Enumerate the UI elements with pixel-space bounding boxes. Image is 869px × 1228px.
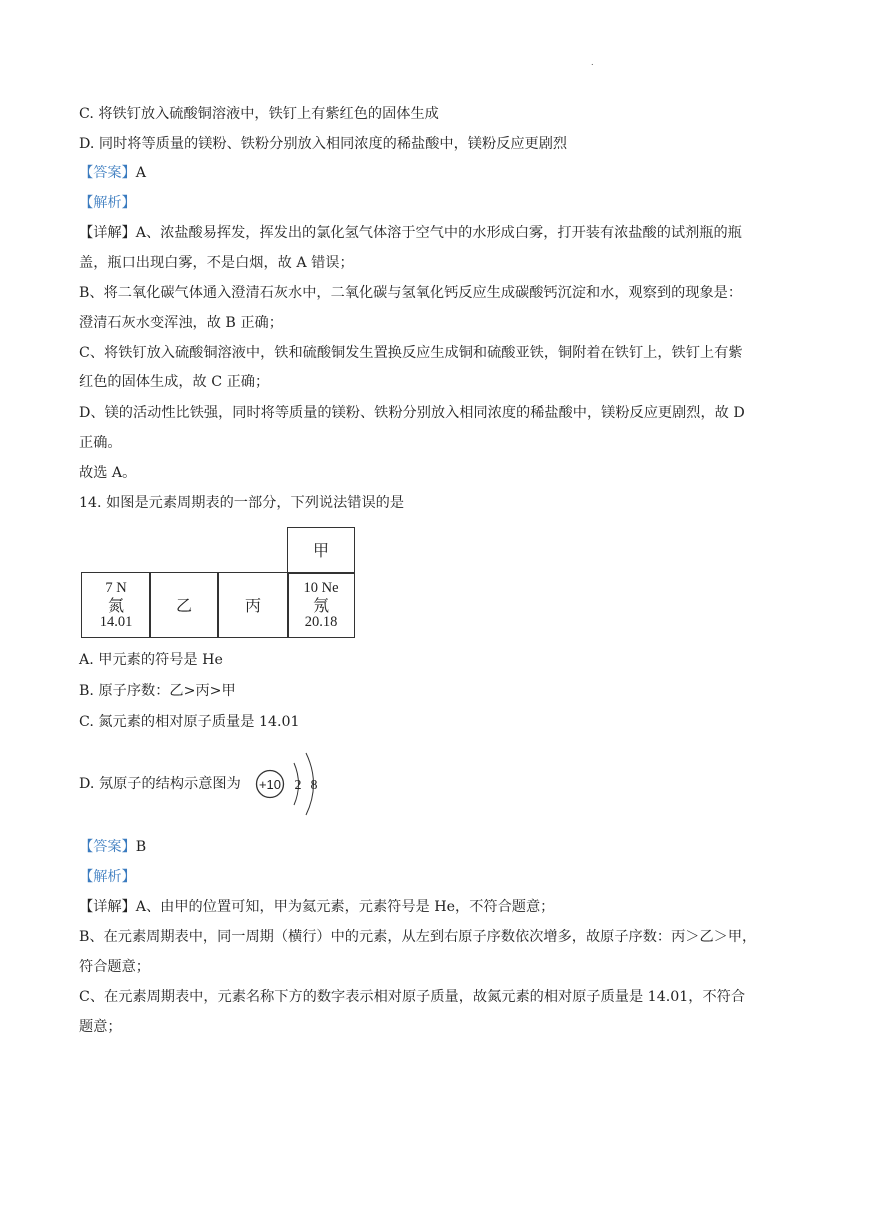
detail-line: 【详解】A、由甲的位置可知，甲为氦元素，元素符号是 He，不符合题意； xyxy=(79,899,555,915)
cell-jia: 甲 xyxy=(287,527,355,574)
option-d-row xyxy=(79,745,339,825)
shell-1-count: 2 xyxy=(294,778,302,793)
detail-line: 盖，瓶口出现白雾，不是白烟，故 A 错误； xyxy=(79,255,354,271)
cell-nitrogen xyxy=(81,572,151,638)
analysis-tag-14: 【解析】 xyxy=(79,869,136,885)
detail-line: 题意； xyxy=(79,1019,122,1035)
option-a: A. 甲元素的符号是 He xyxy=(79,652,223,668)
detail-line: 澄清石灰水变浑浊，故 B 正确； xyxy=(79,315,283,331)
option-b: B. 原子序数：乙>丙>甲 xyxy=(79,683,236,699)
neon-number-symbol: 10 Ne xyxy=(303,579,339,596)
option-d-line: D. 同时将等质量的镁粉、铁粉分别放入相同浓度的稀盐酸中，镁粉反应更剧烈 xyxy=(79,136,568,152)
corner-mark: . xyxy=(591,58,594,67)
cell-bing: 丙 xyxy=(217,572,289,638)
nucleus-charge: +10 xyxy=(258,777,282,792)
neon-atom-structure-diagram xyxy=(79,745,339,825)
nitrogen-name: 氮 xyxy=(107,595,124,615)
detail-line: 红色的固体生成，故 C 正确； xyxy=(79,374,270,390)
answer-tag: 【答案】 xyxy=(79,165,136,181)
detail-line: 【详解】A、浓盐酸易挥发，挥发出的氯化氢气体溶于空气中的水形成白雾，打开装有浓盐酸的试剂瓶的瓶 xyxy=(79,225,742,241)
nitrogen-number-symbol: 7 N xyxy=(105,579,127,596)
detail-line: B、将二氧化碳气体通入澄清石灰水中，二氧化碳与氢氧化钙反应生成碳酸钙沉淀和水，观察到的现象是： xyxy=(79,285,743,301)
detail-line: D、镁的活动性比铁强，同时将等质量的镁粉、铁粉分别放入相同浓度的稀盐酸中，镁粉反应更剧烈，故 D xyxy=(79,405,745,421)
option-c: C. 氮元素的相对原子质量是 14.01 xyxy=(79,714,300,730)
analysis-tag-13: 【解析】 xyxy=(79,195,136,211)
detail-line: C、将铁钉放入硫酸铜溶液中，铁和硫酸铜发生置换反应生成铜和硫酸亚铁，铜附着在铁钉上，铁钉上有紫 xyxy=(79,345,743,361)
answer-value: A xyxy=(135,165,147,181)
nitrogen-mass: 14.01 xyxy=(99,613,133,630)
conclusion-line: 故选 A。 xyxy=(79,465,137,481)
detail-line: B、在元素周期表中，同一周期（横行）中的元素，从左到右原子序数依次增多，故原子序数：丙＞乙＞甲， xyxy=(79,929,757,945)
shell-2-count: 8 xyxy=(310,778,318,793)
detail-line: C、在元素周期表中，元素名称下方的数字表示相对原子质量，故氮元素的相对原子质量是 14.01，不符合 xyxy=(79,989,746,1005)
answer-line-14 xyxy=(79,838,146,856)
option-c-line: C. 将铁钉放入硫酸铜溶液中，铁钉上有紫红色的固体生成 xyxy=(79,106,439,122)
neon-name: 氖 xyxy=(312,595,329,615)
answer-value: B xyxy=(135,839,147,855)
cell-neon xyxy=(287,572,355,638)
answer-line-13 xyxy=(79,164,146,182)
detail-line: 符合题意； xyxy=(79,959,150,975)
detail-line: 正确。 xyxy=(79,435,122,451)
cell-yi: 乙 xyxy=(149,572,219,638)
neon-mass: 20.18 xyxy=(304,613,338,630)
option-d: D. 氖原子的结构示意图为 xyxy=(79,776,241,792)
answer-tag: 【答案】 xyxy=(79,839,136,855)
question-14: 14. 如图是元素周期表的一部分，下列说法错误的是 xyxy=(79,495,405,511)
